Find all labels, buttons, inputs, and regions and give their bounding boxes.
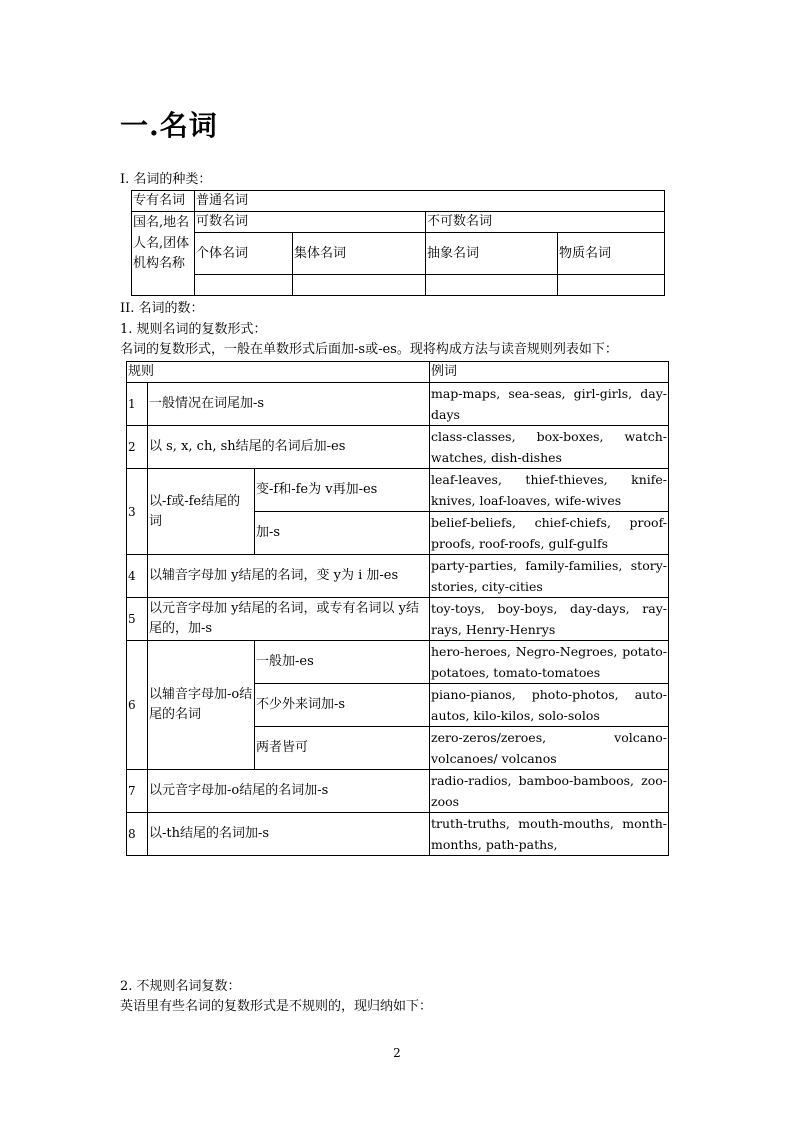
example-text: belief-beliefs, chief-chiefs, proof-proofs, roof-roofs, gulf-gulfs <box>430 512 669 555</box>
row-number: 6 <box>127 641 148 770</box>
row-number: 4 <box>127 555 148 598</box>
cell-collective: 集体名词 <box>293 233 426 275</box>
table-row <box>127 469 669 512</box>
rule-text: 以元音字母加-o结尾的名词加-s <box>148 770 430 813</box>
example-text: party-parties, family-families, story-stories, city-cities <box>430 555 669 598</box>
cell-common-noun: 普通名词 <box>195 191 665 212</box>
cell-individual: 个体名词 <box>195 233 293 275</box>
subheading-regular-plural: 1. 规则名词的复数形式： <box>120 322 267 337</box>
proper-desc-line: 人名,团体 <box>133 235 190 251</box>
row-number: 5 <box>127 598 148 641</box>
section-heading-kinds: I. 名词的种类： <box>120 172 212 187</box>
example-text: radio-radios, bamboo-bamboos, zoo-zoos <box>430 770 669 813</box>
rule-text: 一般情况在词尾加-s <box>148 383 430 426</box>
header-rule: 规则 <box>127 362 430 383</box>
header-example: 例词 <box>430 362 669 383</box>
cell-proper-noun: 专有名词 <box>132 191 195 212</box>
proper-desc-line: 国名,地名 <box>133 215 190 230</box>
irregular-intro-paragraph: 英语里有些名词的复数形式是不规则的，现归纳如下： <box>120 999 433 1014</box>
table-row <box>127 426 669 469</box>
row-number: 8 <box>127 813 148 856</box>
page-number: 2 <box>393 1046 401 1060</box>
cell-abstract: 抽象名词 <box>426 233 558 275</box>
cell-empty <box>195 275 293 296</box>
cell-material: 物质名词 <box>558 233 665 275</box>
rule-text: 以 s, x, ch, sh结尾的名词后加-es <box>148 426 430 469</box>
cell-empty <box>558 275 665 296</box>
rule-text: 以辅音字母加-o结尾的名词 <box>148 641 255 770</box>
example-text: toy-toys, boy-boys, day-days, ray-rays, Henry-Henrys <box>430 598 669 641</box>
cell-empty <box>293 275 426 296</box>
rule-text: 以辅音字母加 y结尾的名词，变 y为 i 加-es <box>148 555 430 598</box>
rule-text: 以-f或-fe结尾的词 <box>148 469 255 555</box>
cell-countable: 可数名词 <box>195 212 426 233</box>
example-text: hero-heroes, Negro-Negroes, potato-potatoes, tomato-tomatoes <box>430 641 669 684</box>
example-text: zero-zeros/zeroes, volcano-volcanoes/ volcanos <box>430 727 669 770</box>
cell-empty <box>426 275 558 296</box>
example-text: piano-pianos, photo-photos, auto-autos, kilo-kilos, solo-solos <box>430 684 669 727</box>
section-heading-number: II. 名词的数： <box>120 301 204 316</box>
table-row <box>127 383 669 426</box>
example-text: leaf-leaves, thief-thieves, knife-knives, loaf-loaves, wife-wives <box>430 469 669 512</box>
row-number: 3 <box>127 469 148 555</box>
sub-rule-text: 两者皆可 <box>255 727 430 770</box>
subheading-irregular-plural: 2. 不规则名词复数： <box>120 979 241 994</box>
page-title: 一.名词 <box>120 109 218 142</box>
intro-paragraph: 名词的复数形式，一般在单数形式后面加-s或-es。现将构成方法与读音规则列表如下： <box>120 342 618 357</box>
sub-rule-text: 变-f和-fe为 v再加-es <box>255 469 430 512</box>
rule-text: 以元音字母加 y结尾的名词，或专有名词以 y结尾的，加-s <box>148 598 430 641</box>
example-text: class-classes, box-boxes, watch-watches, dish-dishes <box>430 426 669 469</box>
row-number: 7 <box>127 770 148 813</box>
noun-kinds-table <box>131 190 665 296</box>
sub-rule-text: 加-s <box>255 512 430 555</box>
table-row <box>127 813 669 856</box>
cell-proper-noun-desc <box>132 212 195 296</box>
row-number: 2 <box>127 426 148 469</box>
example-text: truth-truths, mouth-mouths, month-months, path-paths, <box>430 813 669 856</box>
sub-rule-text: 不少外来词加-s <box>255 684 430 727</box>
rule-text: 以-th结尾的名词加-s <box>148 813 430 856</box>
table-row <box>127 598 669 641</box>
sub-rule-text: 一般加-es <box>255 641 430 684</box>
example-text: map-maps, sea-seas, girl-girls, day-days <box>430 383 669 426</box>
table-row <box>127 770 669 813</box>
cell-uncountable: 不可数名词 <box>426 212 665 233</box>
row-number: 1 <box>127 383 148 426</box>
table-row <box>127 641 669 684</box>
table-row <box>127 555 669 598</box>
plural-rules-table <box>126 361 669 856</box>
proper-desc-line: 机构名称 <box>133 256 186 271</box>
